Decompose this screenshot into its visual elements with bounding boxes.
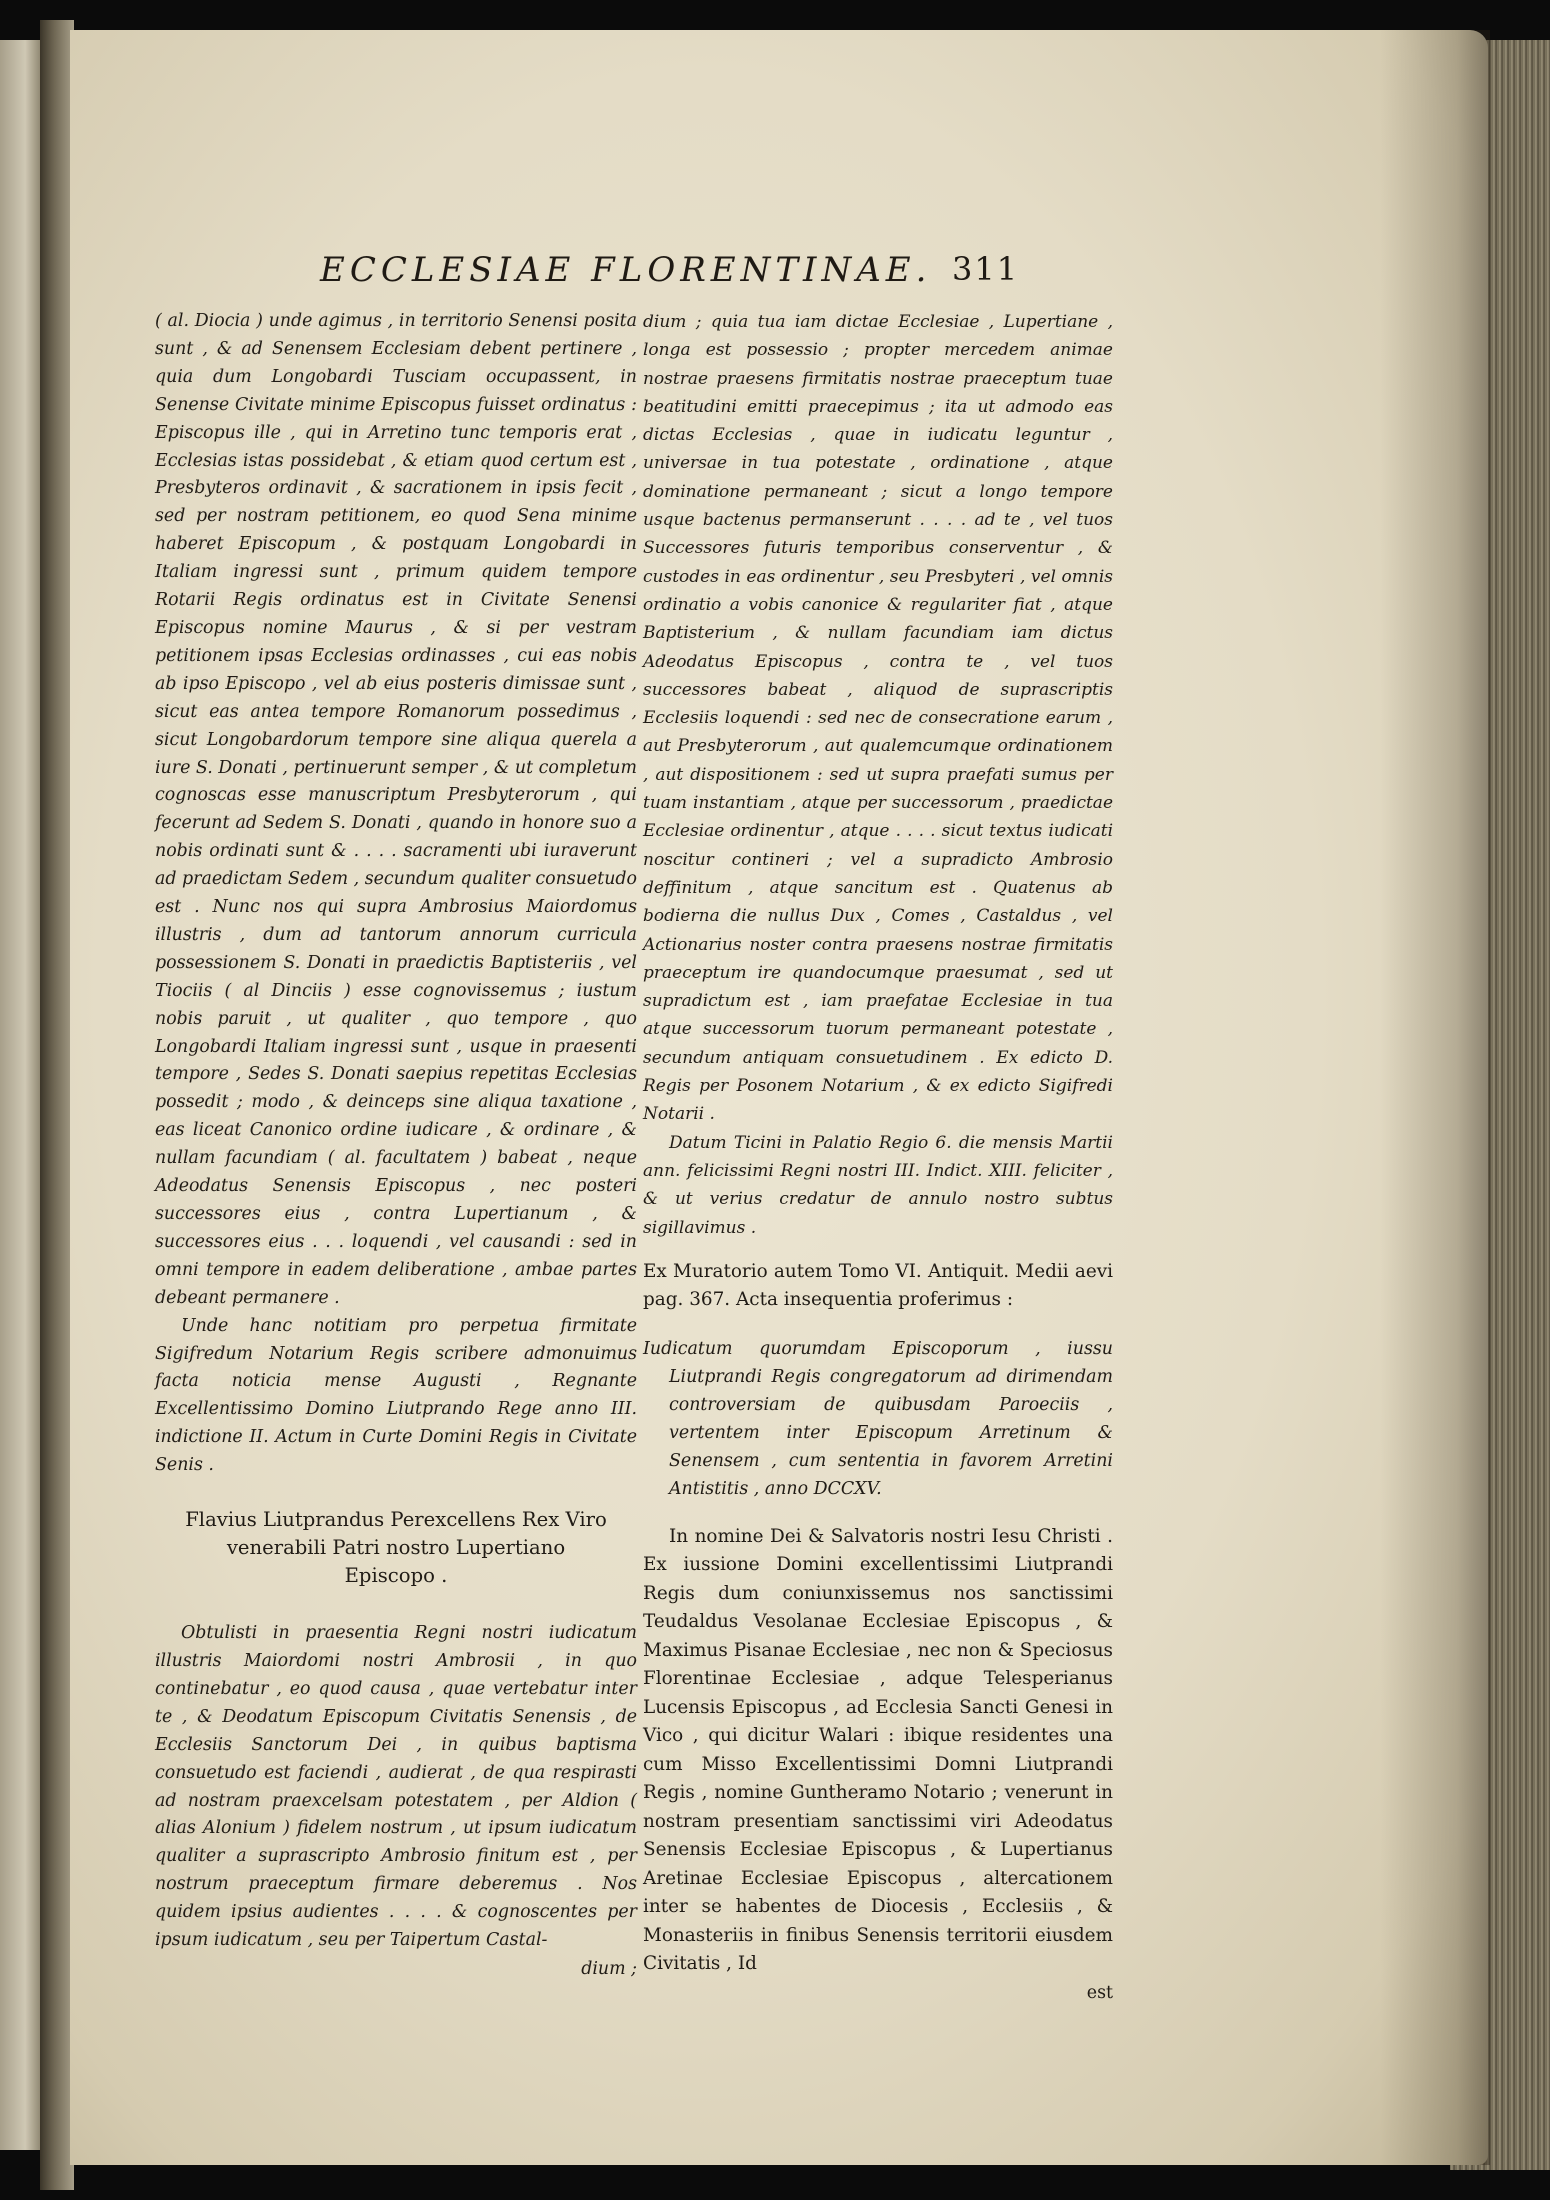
page-curl-shadow: [1380, 30, 1490, 2165]
page-header: [320, 250, 1220, 310]
running-head: ECCLESIAE FLORENTINAE.: [320, 250, 932, 290]
right-catchword: est: [1086, 1982, 1113, 2003]
spacer: [643, 1242, 1113, 1258]
right-paragraph-1: dium ; quia tua iam dictae Ecclesiae , Lupertiane , longa est possessio ; propter mercedem animae nostrae praesens firmitatis nostrae praeceptum tuae beatitudini emitti praecepimus ; ita ut admodo eas dictas Ecclesias , quae in iudicatu leguntur , universae in tua potestate , ordinatione , atque dominatione permaneant ; sicut a longo tempore usque bactenus permanserunt . . . . ad te , vel tuos Successores futuris temporibus conserventur , & custodes in eas ordinentur , seu Presbyteri , vel omnis ordinatio a vobis canonice & regulariter fiat , atque Baptisterium , & nullam facundiam iam dictus Adeodatus Episcopus , contra te , vel tuos successores babeat , aliquod de suprascriptis Ecclesiis loquendi : sed nec de consecratione earum , aut Presbyterorum , aut qualemcumque ordinationem , aut dispositionem : sed ut supra praefati sumus per tuam instantiam , atque per successorum , praedictae Ecclesiae ordinentur , atque . . . . sicut textus iudicati noscitur contineri ; vel a supradicto Ambrosio deffinitum , atque sancitum est . Quatenus ab bodierna die nullus Dux , Comes , Castaldus , vel Actionarius noster contra praesens nostrae firmitatis praeceptum ire quandocumque praesumat , sed ut supradictum est , iam praefatae Ecclesiae in tua atque successorum tuorum permaneant potestate , secundum antiquam consuetudinem . Ex edicto D. Regis per Posonem Notarium , & ex edicto Sigifredi Notarii .: [643, 312, 1113, 1125]
right-paragraph-2: Datum Ticini in Palatio Regio 6. die mensis Martii ann. felicissimi Regni nostri III. Indict. XIII. feliciter , & ut verius credatur de annulo nostro subtus sigillavimus .: [643, 1132, 1113, 1238]
letter-heading: [155, 1506, 637, 1590]
letter-heading-line-2: venerabili Patri nostro Lupertiano: [226, 1536, 566, 1560]
right-paragraph-5: In nomine Dei & Salvatoris nostri Iesu Christi . Ex iussione Domini excellentissimi Liutprandi Regis dum coniunxissemus nos sanctissimi Teudaldus Vesolanae Ecclesiae Episcopus , & Maximus Pisanae Ecclesiae , nec non & Speciosus Florentinae Ecclesiae , adque Telesperianus Lucensis Episcopus , ad Ecclesia Sancti Genesi in Vico , qui dicitur Walari : ibique residentes una cum Misso Excellentissimi Domni Liutprandi Regis , nomine Guntheramo Notario ; venerunt in nostram presentiam sanctissimi viri Adeodatus Senensis Ecclesiae Episcopus , & Lupertianus Aretinae Ecclesiae Episcopus , altercationem inter se habentes de Diocesis , Ecclesiis , & Monasteriis in finibus Senensis territorii eiusdem Civitatis , Id: [643, 1525, 1113, 1975]
left-paragraph-1: ( al. Diocia ) unde agimus , in territorio Senensi posita sunt , & ad Senensem Ecclesiam debent pertinere , quia dum Longobardi Tusciam occupassent, in Senense Civitate minime Episcopus fuisset ordinatus : Episcopus ille , qui in Arretino tunc temporis erat , Ecclesias istas possidebat , & etiam quod certum est , Presbyteros ordinavit , & sacrationem in ipsis fecit , sed per nostram petitionem, eo quod Sena minime haberet Episcopum , & postquam Longobardi in Italiam ingressi sunt , primum quidem tempore Rotarii Regis ordinatus est in Civitate Senensi Episcopus nomine Maurus , & si per vestram petitionem ipsas Ecclesias ordinasses , cui eas nobis ab ipso Episcopo , vel ab eius posteris dimissae sunt , sicut eas antea tempore Romanorum possedimus , sicut Longobardorum tempore sine aliqua querela a iure S. Donati , pertinuerunt semper , & ut completum cognoscas esse manuscriptum Presbyterorum , qui fecerunt ad Sedem S. Donati , quando in honore suo a nobis ordinati sunt & . . . . sacramenti ubi iuraverunt ad praedictam Sedem , secundum qualiter consuetudo est . Nunc nos qui supra Ambrosius Maiordomus illustris , dum ad tantorum annorum curricula possessionem S. Donati in praedictis Baptisteriis , vel Tiociis ( al Dinciis ) esse cognovissemus ; iustum nobis paruit , ut qualiter , quo tempore , quo Longobardi Italiam ingressi sunt , usque in praesenti tempore , Sedes S. Donati saepius repetitas Ecclesias possedit ; modo , & deinceps sine aliqua taxatione , eas liceat Canonico ordine iudicare , & ordinare , & nullam facundiam ( al. facultatem ) babeat , neque Adeodatus Senensis Episcopus , nec posteri successores eius , contra Lupertianum , & successores eius . . . loquendi , vel causandi : sed in omni tempore in eadem deliberatione , ambae partes debeant permanere .: [155, 311, 637, 1308]
document-summary: Iudicatum quorumdam Episcoporum , iussu Liutprandi Regis congregatorum ad dirimendam controversiam de quibusdam Paroeciis , vertentem inter Episcopum Arretinum & Senensem , cum sententia in favorem Arretini Antistitis , anno DCCXV.: [643, 1338, 1113, 1499]
left-paragraph-3: Obtulisti in praesentia Regni nostri iudicatum illustris Maiordomi nostri Ambrosii , in quo continebatur , eo quod causa , quae vertebatur inter te , & Deodatum Episcopum Civitatis Senensis , de Ecclesiis Sanctorum Dei , in quibus baptisma consuetudo est faciendi , audierat , de qua respirasti ad nostram praexcelsam potestatem , per Aldion ( alias Alonium ) fidelem nostrum , ut ipsum iudicatum qualiter a suprascripto Ambrosio finitum est , per nostrum praeceptum firmare deberemus . Nos quidem ipsius audientes . . . . & cognoscentes per ipsum iudicatum , seu per Taipertum Castal-: [155, 1623, 637, 1951]
left-paragraph-2: Unde hanc notitiam pro perpetua firmitate Sigifredum Notarium Regis scribere admonuimus facta noticia mense Augusti , Regnante Excellentissimo Domino Liutprando Rege anno III. indictione II. Actum in Curte Domini Regis in Civitate Senis .: [155, 1315, 637, 1476]
page-number: 311: [952, 250, 1020, 288]
left-catchword: dium ;: [581, 1958, 637, 1979]
letter-heading-line-1: Flavius Liutprandus Perexcellens Rex Viro: [185, 1508, 607, 1532]
spacer: [155, 1480, 637, 1496]
right-column: [643, 308, 1113, 2007]
right-paragraph-3: Ex Muratorio autem Tomo VI. Antiquit. Medii aevi pag. 367. Acta insequentia proferimus :: [643, 1260, 1113, 1311]
letter-heading-line-3: Episcopo .: [344, 1564, 448, 1588]
left-column: [155, 308, 637, 1983]
facing-page-edge: [0, 40, 42, 2150]
book-gutter: [40, 20, 74, 2190]
